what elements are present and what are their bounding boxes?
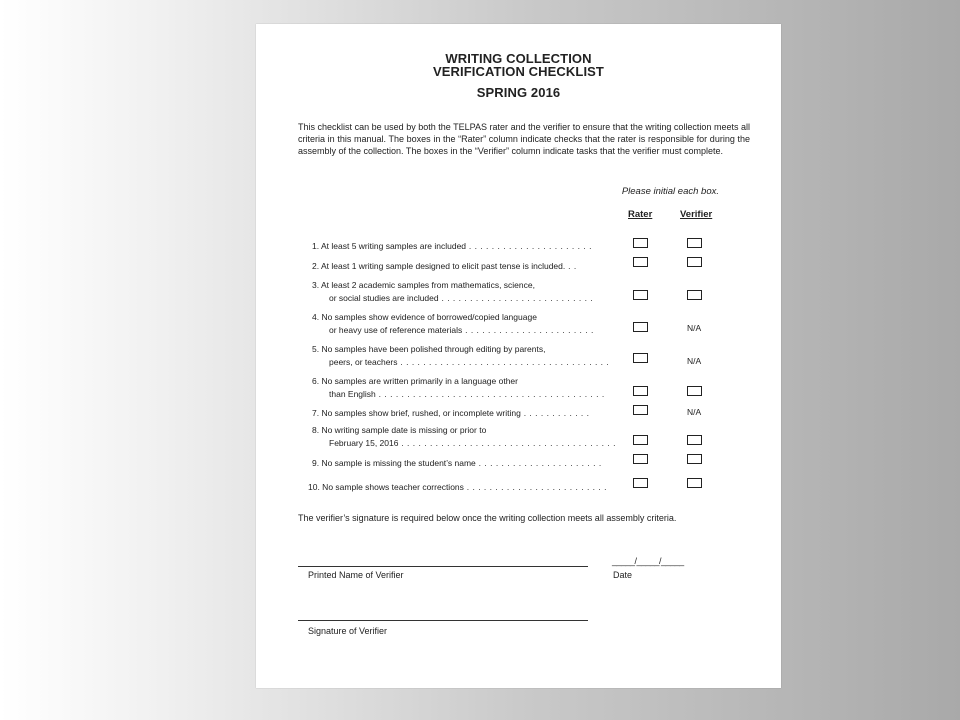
rater-checkbox-4[interactable] [633,322,648,332]
title-line-2: VERIFICATION CHECKLIST [433,64,604,79]
checklist-item-6: 6. No samples are written primarily in a language other than English . . . . . . . . . . . . . . . . . . . . . . . . . . . . . . . . . . . . . . . . [312,375,628,400]
printed-name-label: Printed Name of Verifier [308,570,404,580]
printed-name-line[interactable] [298,566,588,567]
checklist-item-7: 7. No samples show brief, rushed, or incomplete writing . . . . . . . . . . . . [312,408,590,418]
checklist-item-2: 2. At least 1 writing sample designed to elicit past tense is included. . . [312,261,577,271]
item-text: 8. No writing sample date is missing or prior to [312,425,487,435]
item-text: 9. No sample is missing the student’s name [312,458,476,468]
item-text: 10. No sample shows teacher corrections [308,482,464,492]
checklist-item-1: 1. At least 5 writing samples are included . . . . . . . . . . . . . . . . . . . . . . [312,241,592,251]
signature-line[interactable] [298,620,588,621]
rater-checkbox-7[interactable] [633,405,648,415]
verifier-checkbox-6[interactable] [687,386,702,396]
verifier-checkbox-2[interactable] [687,257,702,267]
item-text: 5. No samples have been polished through editing by parents, [312,344,546,354]
item-text: 1. At least 5 writing samples are included [312,241,467,251]
initial-note: Please initial each box. [621,186,719,197]
verifier-checkbox-10[interactable] [687,478,702,488]
rater-checkbox-6[interactable] [633,386,648,396]
item-text-continued: or social studies are included [329,292,439,303]
verifier-na-5: N/A [687,356,702,366]
checklist-item-10: 10. No sample shows teacher corrections . . . . . . . . . . . . . . . . . . . . . . . . . [308,482,607,492]
item-text-continued: peers, or teachers [329,356,398,367]
verifier-checkbox-8[interactable] [687,435,702,445]
signature-note: The verifier’s signature is required below once the writing collection meets all assembly criteria. [298,513,677,523]
checklist-item-5: 5. No samples have been polished through editing by parents, peers, or teachers . . . . . . . . . . . . . . . . . . . . . . . . . . . . . . . . . . . . . [312,343,628,368]
rater-column-header: Rater [628,209,653,220]
rater-checkbox-10[interactable] [633,478,648,488]
title-line-3: SPRING 2016 [476,85,561,100]
checklist-item-8: 8. No writing sample date is missing or prior to February 15, 2016 . . . . . . . . . . . . . . . . . . . . . . . . . . . . . . . . . . . . . . [312,424,628,449]
title-line-1: WRITING COLLECTION [445,51,592,66]
verifier-checkbox-1[interactable] [687,238,702,248]
checklist-item-4: 4. No samples show evidence of borrowed/copied language or heavy use of reference materials . . . . . . . . . . . . . . . . . . . . . . . [312,311,628,336]
rater-checkbox-5[interactable] [633,353,648,363]
checklist-item-9: 9. No sample is missing the student’s name . . . . . . . . . . . . . . . . . . . . . . [312,458,602,468]
item-text: 2. At least 1 writing sample designed to elicit past tense is included. [312,261,566,271]
date-label: Date [613,570,633,580]
item-text: 4. No samples show evidence of borrowed/copied language [312,312,537,322]
item-text-continued: February 15, 2016 [329,437,399,448]
item-text-continued: than English [329,388,376,399]
verifier-na-4: N/A [687,323,702,333]
rater-checkbox-3[interactable] [633,290,648,300]
checklist-item-3: 3. At least 2 academic samples from mathematics, science, or social studies are included . . . . . . . . . . . . . . . . . . . . . . . . . . . [312,279,628,304]
item-text: 3. At least 2 academic samples from mathematics, science, [312,280,535,290]
intro-paragraph: This checklist can be used by both the TELPAS rater and the verifier to ensure that the writing collection meets all criteria in this manual. The boxes in the “Rater” column indicate checks that the rater is responsible for during the assembly of the collection. The boxes in the “Verifier” column indicate tasks that the verifier must complete. [298,122,750,156]
verifier-column-header: Verifier [680,209,713,220]
checklist-page [256,24,781,688]
rater-checkbox-1[interactable] [633,238,648,248]
item-text: 7. No samples show brief, rushed, or incomplete writing [312,408,521,418]
verifier-checkbox-3[interactable] [687,290,702,300]
item-text-continued: or heavy use of reference materials [329,324,463,335]
rater-checkbox-2[interactable] [633,257,648,267]
verifier-checkbox-9[interactable] [687,454,702,464]
signature-label: Signature of Verifier [308,626,388,636]
date-blank[interactable]: _____/_____/_____ [612,556,684,566]
rater-checkbox-8[interactable] [633,435,648,445]
item-text: 6. No samples are written primarily in a language other [312,376,518,386]
verifier-na-7: N/A [687,407,702,417]
rater-checkbox-9[interactable] [633,454,648,464]
